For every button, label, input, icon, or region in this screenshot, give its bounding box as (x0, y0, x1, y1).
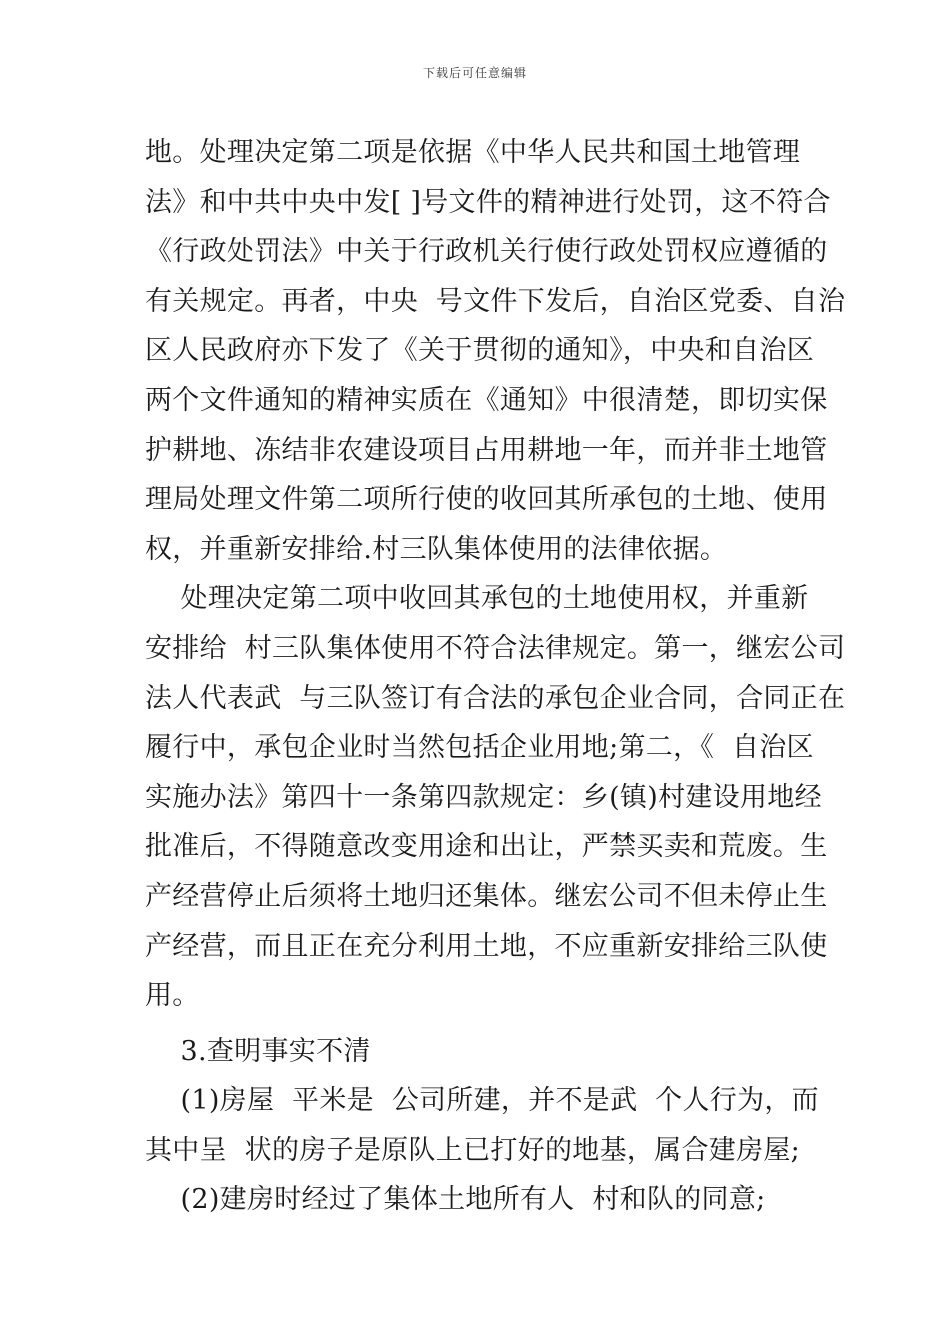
text-line-13: 履行中，承包企业时当然包括企业用地;第二，《 自治区 (145, 732, 814, 764)
text-line-8: 理局处理文件第二项所行使的收回其所承包的土地、使用 (145, 484, 828, 516)
text-line-5: 区人民政府亦下发了《关于贯彻的通知》，中央和自治区 (145, 335, 814, 367)
document-body (145, 128, 846, 1225)
text-line-21: 其中呈 状的房子是原队上已打好的地基，属合建房屋; (145, 1134, 801, 1166)
page-header-note: 下载后可任意编辑 (422, 66, 527, 80)
text-line-6: 两个文件通知的精神实质在《通知》中很清楚，即切实保 (145, 384, 828, 416)
text-line-12: 法人代表武 与三队签订有合法的承包企业合同，合同正在 (145, 682, 846, 714)
text-line-7: 护耕地、冻结非农建设项目占用耕地一年，而并非土地管 (145, 434, 828, 466)
text-line-11: 安排给 村三队集体使用不符合法律规定。第一，继宏公司 (145, 632, 846, 664)
text-line-17: 产经营，而且正在充分利用土地，不应重新安排给三队使 (145, 930, 828, 962)
text-line-22: (2)建房时经过了集体土地所有人 村和队的同意; (145, 1184, 766, 1216)
section-heading-3: 3.查明事实不清 (145, 1035, 371, 1067)
text-line-4: 有关规定。再者，中央 号文件下发后，自治区党委、自治 (145, 285, 846, 317)
text-line-9: 权，并重新安排给.村三队集体使用的法律依据。 (145, 533, 728, 565)
text-line-10: 处理决定第二项中收回其承包的土地使用权，并重新 (145, 583, 809, 615)
text-line-14: 实施办法》第四十一条第四款规定：乡(镇)村建设用地经 (145, 781, 822, 813)
text-line-3: 《行政处罚法》中关于行政机关行使行政处罚权应遵循的 (145, 236, 828, 268)
text-line-18: 用。 (145, 980, 200, 1012)
text-line-20: (1)房屋 平米是 公司所建，并不是武 个人行为，而 (145, 1085, 819, 1117)
text-line-16: 产经营停止后须将土地归还集体。继宏公司不但未停止生 (145, 880, 828, 912)
text-line-15: 批准后，不得随意改变用途和出让，严禁买卖和荒废。生 (145, 831, 828, 863)
text-line-1: 地。处理决定第二项是依据《中华人民共和国土地管理 (145, 137, 801, 168)
text-line-2: 法》和中共中央中发[ ]号文件的精神进行处罚，这不符合 (145, 186, 831, 218)
